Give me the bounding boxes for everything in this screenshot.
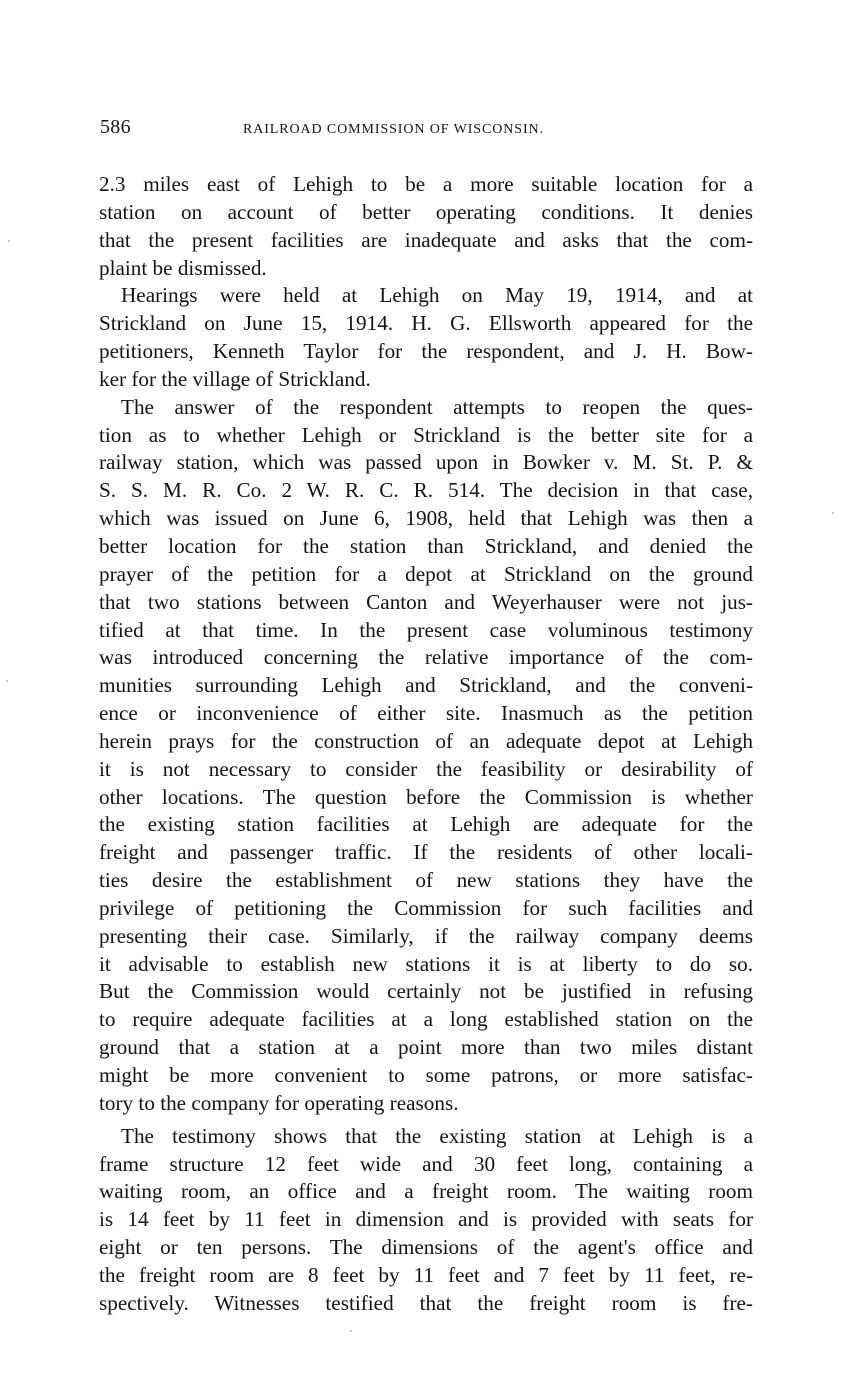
paragraph-2 (99, 282, 753, 393)
text-line: plaint be dismissed. (99, 255, 267, 280)
text-line: it advisable to establish new stations it is at liberty to do so. (99, 951, 753, 976)
text-line: The answer of the respondent attempts to reopen the ques- (121, 394, 753, 419)
paragraph-3 (99, 394, 753, 1118)
text-line: ence or inconvenience of either site. Inasmuch as the petition (99, 701, 753, 726)
text-line: 2.3 miles east of Lehigh to be a more suitable location for a (99, 172, 753, 196)
paragraph-4 (99, 1123, 753, 1318)
text-line: tion as to whether Lehigh or Strickland is the better site for a (99, 422, 753, 447)
text-line: herein prays for the construction of an adequate depot at Lehigh (99, 728, 753, 753)
page-header (100, 116, 750, 144)
text-line: But the Commission would certainly not be justified in refusing (99, 979, 753, 1004)
text-line: station on account of better operating conditions. It denies (99, 199, 753, 224)
text-line: Hearings were held at Lehigh on May 19, 1914, and at (121, 283, 753, 308)
text-line: eight or ten persons. The dimensions of the agent's office and (99, 1235, 753, 1260)
text-line: ties desire the establishment of new stations they have the (99, 868, 753, 893)
text-line: is 14 feet by 11 feet in dimension and is provided with seats for (99, 1207, 753, 1232)
text-line: presenting their case. Similarly, if the railway company deems (99, 923, 753, 948)
paragraph-1 (99, 171, 753, 282)
text-line: freight and passenger traffic. If the residents of other locali- (99, 840, 753, 865)
text-line: which was issued on June 6, 1908, held that Lehigh was then a (99, 506, 753, 531)
text-line: was introduced concerning the relative importance of the com- (99, 645, 753, 670)
text-line: frame structure 12 feet wide and 30 feet long, containing a (99, 1151, 753, 1176)
text-line: ker for the village of Strickland. (99, 366, 371, 391)
body-text (99, 171, 753, 1318)
text-line: the freight room are 8 feet by 11 feet and 7 feet by 11 feet, re- (99, 1262, 753, 1287)
paper-speck (832, 512, 834, 514)
text-line: petitioners, Kenneth Taylor for the respondent, and J. H. Bow- (99, 339, 753, 364)
text-line: the existing station facilities at Lehigh are adequate for the (99, 812, 753, 837)
text-line: that two stations between Canton and Weyerhauser were not jus- (99, 589, 753, 614)
text-line: tified at that time. In the present case voluminous testimony (99, 617, 753, 642)
text-line: Strickland on June 15, 1914. H. G. Ellsworth appeared for the (99, 311, 753, 336)
text-line: might be more convenient to some patrons, or more satisfac- (99, 1063, 753, 1087)
running-head: RAILROAD COMMISSION OF WISCONSIN. (243, 122, 544, 137)
text-line: better location for the station than Strickland, and denied the (99, 533, 753, 558)
text-line: prayer of the petition for a depot at Strickland on the ground (99, 561, 753, 586)
text-line: spectively. Witnesses testified that the freight room is fre- (99, 1290, 753, 1315)
text-line: to require adequate facilities at a long established station on the (99, 1007, 753, 1032)
text-line: tory to the company for operating reasons. (99, 1090, 459, 1115)
text-line: munities surrounding Lehigh and Strickland, and the conveni- (99, 673, 753, 698)
text-line: privilege of petitioning the Commission for such facilities and (99, 895, 753, 920)
page-number: 586 (100, 116, 131, 138)
paper-speck (8, 240, 10, 242)
text-line: other locations. The question before the Commission is whether (99, 784, 753, 809)
paper-speck (350, 1330, 352, 1332)
paper-speck (6, 680, 8, 682)
text-line: ground that a station at a point more than two miles distant (99, 1035, 753, 1060)
text-line: S. S. M. R. Co. 2 W. R. C. R. 514. The decision in that case, (99, 478, 753, 503)
text-line: railway station, which was passed upon in Bowker v. M. St. P. & (99, 450, 753, 475)
text-line: The testimony shows that the existing station at Lehigh is a (121, 1123, 753, 1148)
text-line: that the present facilities are inadequate and asks that the com- (99, 227, 753, 252)
text-line: waiting room, an office and a freight room. The waiting room (99, 1179, 753, 1204)
text-line: it is not necessary to consider the feasibility or desirability of (99, 756, 753, 781)
